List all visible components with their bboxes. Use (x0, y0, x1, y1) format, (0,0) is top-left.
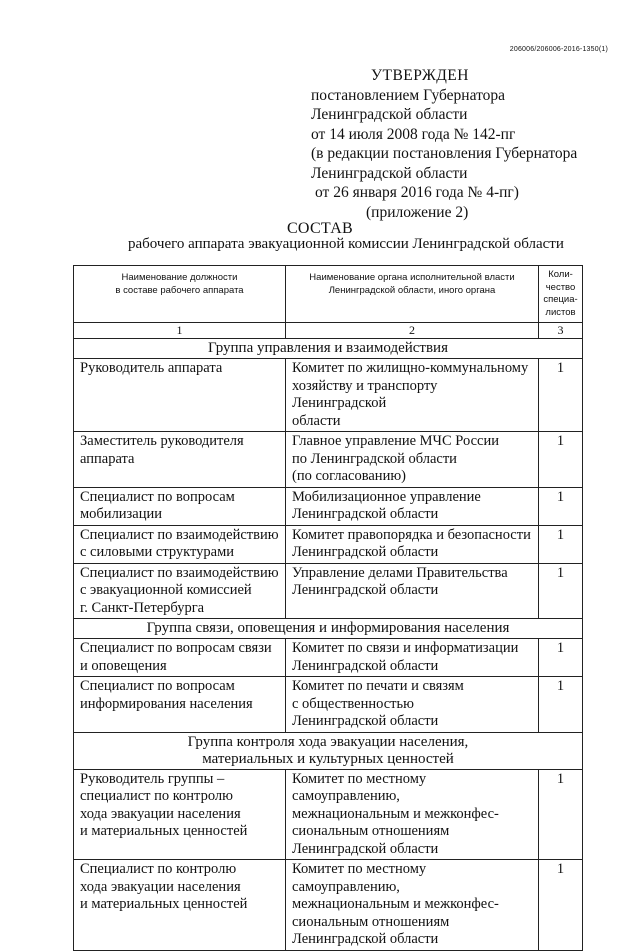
document-subtitle: рабочего аппарата эвакуационной комиссии Ленинградской области (128, 236, 564, 252)
quantity-cell: 1 (539, 432, 583, 488)
text-line: материальных и культурных ценностей (202, 750, 454, 767)
group-title (74, 339, 583, 359)
approval-title: УТВЕРЖДЕН (371, 67, 469, 84)
quantity-cell: 1 (539, 563, 583, 619)
body-cell (286, 639, 539, 677)
position-cell (74, 432, 286, 488)
table-body (74, 339, 583, 951)
quantity-cell: 1 (539, 860, 583, 951)
column-number-row (74, 323, 583, 339)
text-line: Ленинградской области (292, 582, 439, 598)
header-position (74, 266, 286, 323)
approval-line: (приложение 2) (366, 203, 469, 221)
column-number: 3 (539, 323, 583, 339)
text-line: хозяйству и транспорту Ленинградской (292, 377, 438, 411)
text-line: информирования населения (80, 695, 253, 712)
text-line: (по согласованию) (292, 468, 406, 484)
position-cell (74, 487, 286, 525)
table-row (74, 359, 583, 432)
header-body (286, 266, 539, 323)
text-line: и материальных ценностей (80, 896, 248, 912)
text-line: с силовыми структурами (80, 544, 235, 560)
text-line: с эвакуационной комиссией (80, 582, 252, 598)
approval-line: Ленинградской области (311, 106, 468, 123)
text-line: Ленинградской области (292, 544, 439, 560)
text-line: Руководитель группы – (80, 770, 225, 787)
document-number: 206006/206006-2016-1350(1) (509, 46, 608, 53)
quantity-cell: 1 (539, 525, 583, 563)
text-line: области (292, 412, 341, 429)
text-line: Специалист по взаимодействию (80, 564, 279, 581)
text-line: чество (545, 281, 576, 293)
body-cell (286, 487, 539, 525)
body-cell (286, 769, 539, 860)
group-header-row (74, 732, 583, 769)
approval-line: Ленинградской области (311, 164, 468, 182)
position-cell (74, 769, 286, 860)
approval-line: от 26 января 2016 года № 4-пг) (315, 184, 519, 201)
text-line: Специалист по вопросам (80, 488, 235, 505)
text-line: хода эвакуации населения (80, 805, 241, 822)
text-line: Ленинградской области (292, 840, 439, 857)
position-cell (74, 525, 286, 563)
column-number: 2 (286, 323, 539, 339)
table-row (74, 487, 583, 525)
quantity-cell: 1 (539, 677, 583, 733)
table-row (74, 639, 583, 677)
body-cell (286, 563, 539, 619)
text-line: Комитет правопорядка и безопасности (292, 526, 531, 543)
text-line: Комитет по печати и связям (292, 678, 464, 694)
quantity-cell: 1 (539, 639, 583, 677)
text-line: Комитет по местному самоуправлению, (292, 861, 427, 895)
table-row (74, 677, 583, 733)
approval-line: постановлением Губернатора (311, 86, 506, 104)
body-cell (286, 359, 539, 432)
text-line: Группа связи, оповещения и информирования населения (146, 620, 510, 636)
header-quantity (539, 266, 583, 323)
text-line: Главное управление МЧС России (292, 433, 499, 449)
table-row (74, 769, 583, 860)
text-line: Ленинградской области (292, 657, 439, 674)
text-line: хода эвакуации населения (80, 878, 241, 895)
text-line: аппарата (80, 450, 135, 467)
text-line: Специалист по контролю (80, 861, 237, 877)
text-line: Коли- (548, 269, 573, 280)
body-cell (286, 677, 539, 733)
table-row (74, 525, 583, 563)
text-line: Группа управления и взаимодействия (208, 340, 448, 356)
text-line: Комитет по жилищно-коммунальному (292, 360, 529, 376)
text-line: Мобилизационное управление (292, 488, 481, 505)
text-line: Группа контроля хода эвакуации населения, (187, 733, 469, 750)
text-line: межнациональным и межконфес- (292, 896, 499, 912)
group-title (74, 619, 583, 639)
text-line: специа- (543, 294, 578, 305)
text-line: сиональным отношениям (292, 913, 450, 930)
approval-line: от 14 июля 2008 года № 142-пг (311, 125, 516, 143)
text-line: специалист по контролю (80, 788, 233, 804)
table-row (74, 563, 583, 619)
quantity-cell: 1 (539, 359, 583, 432)
approval-line: (в редакции постановления Губернатора (311, 145, 578, 162)
column-number: 1 (74, 323, 286, 339)
text-line: Специалист по вопросам (80, 678, 235, 694)
text-line: Ленинградской области (292, 506, 439, 522)
body-cell (286, 525, 539, 563)
text-line: Руководитель аппарата (80, 360, 223, 376)
position-cell (74, 563, 286, 619)
group-title (74, 732, 583, 769)
text-line: Наименование должности (121, 272, 238, 283)
text-line: Наименование органа исполнительной власти (309, 272, 515, 283)
text-line: г. Санкт-Петербурга (80, 599, 205, 616)
text-line: в составе рабочего аппарата (115, 284, 244, 296)
text-line: и оповещения (80, 657, 167, 674)
table-header-row (74, 266, 583, 323)
text-line: Специалист по вопросам связи (80, 640, 272, 656)
text-line: Ленинградской области (292, 713, 439, 729)
text-line: листов (545, 306, 576, 318)
text-line: и материальных ценностей (80, 823, 248, 839)
text-line: Комитет по местному самоуправлению, (292, 770, 427, 804)
group-header-row (74, 339, 583, 359)
text-line: Комитет по связи и информатизации (292, 640, 519, 656)
staff-table (73, 265, 583, 951)
table-row (74, 432, 583, 488)
text-line: Ленинградской области (292, 931, 439, 947)
text-line: Заместитель руководителя (80, 433, 244, 449)
text-line: межнациональным и межконфес- (292, 805, 499, 822)
body-cell (286, 432, 539, 488)
text-line: Специалист по взаимодействию (80, 526, 279, 543)
text-line: с общественностью (292, 695, 414, 712)
text-line: Управление делами Правительства (292, 564, 508, 581)
text-line: по Ленинградской области (292, 450, 457, 467)
text-line: мобилизации (80, 506, 163, 522)
approval-stamp (311, 66, 577, 222)
position-cell (74, 639, 286, 677)
position-cell (74, 677, 286, 733)
quantity-cell: 1 (539, 487, 583, 525)
position-cell (74, 359, 286, 432)
text-line: сиональным отношениям (292, 823, 450, 839)
text-line: Ленинградской области, иного органа (328, 284, 496, 296)
group-header-row (74, 619, 583, 639)
quantity-cell: 1 (539, 769, 583, 860)
document-title: СОСТАВ (286, 220, 354, 237)
